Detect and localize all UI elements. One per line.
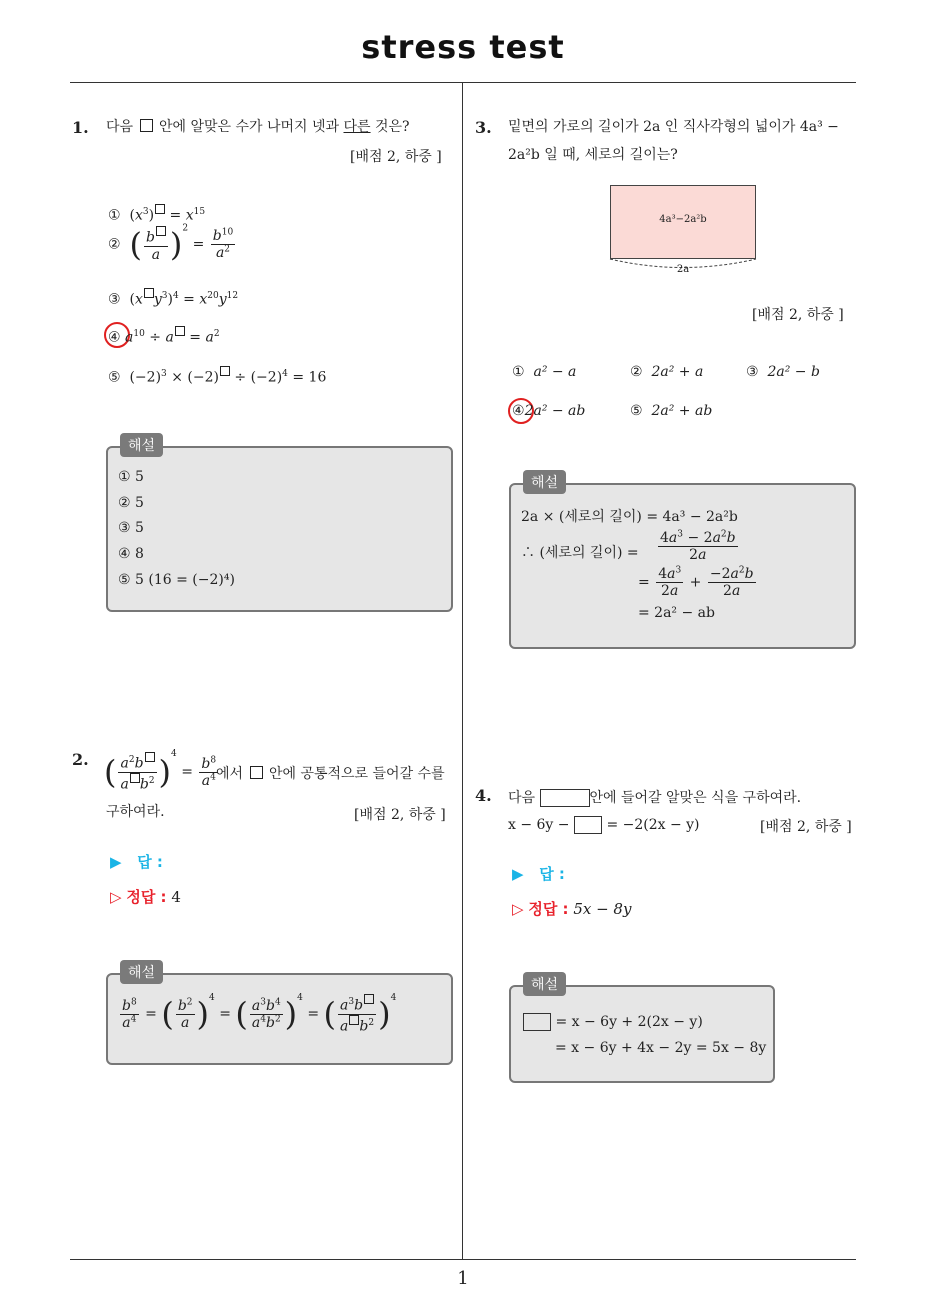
q1-solution-line: ③ 5: [118, 520, 144, 536]
q1-text-part: 것은?: [370, 119, 410, 135]
q2-number: 2.: [72, 750, 89, 769]
q4-answer-value: 5x − 8y: [573, 900, 632, 918]
q4-correct-answer: [512, 898, 631, 919]
choice-expr: a² − a: [533, 364, 577, 380]
q1-text-part: 안에 알맞은 수가 나머지 넷과: [154, 119, 344, 135]
q1-score: [배점 2, 하중 ]: [350, 149, 442, 165]
q3-solution-therefore: ∴ (세로의 길이) =: [521, 545, 639, 561]
q3-choice-1: [512, 364, 576, 380]
blank-square-icon: [250, 766, 263, 779]
q1-number: 1.: [72, 118, 89, 137]
q4-solution-text: = x − 6y + 2(2x − y): [555, 1014, 703, 1030]
choice-mark: ②: [108, 236, 121, 253]
q1-text: [106, 113, 410, 141]
q1-choice-3: ③ (x $y^3)^4 = x^{20}y^{12}$: [108, 288, 238, 308]
q3-choice-3: [746, 364, 820, 380]
q4-score: [배점 2, 하중 ]: [760, 819, 852, 835]
choice-expr: 2a² − b: [767, 364, 820, 380]
q4-solution-box: [509, 985, 775, 1083]
correct-label-text: 정답 :: [126, 888, 167, 906]
q3-choice-2: [630, 364, 703, 380]
q2-text-line2: 구하여라.: [106, 804, 165, 820]
q4-solution-line2: = x − 6y + 4x − 2y = 5x − 8y: [555, 1040, 767, 1056]
q1-text-part: 다음: [106, 119, 138, 135]
answer-blank-box: [540, 789, 590, 807]
q1-underlined-word: 다른: [343, 119, 371, 135]
q1-choice-4: ④ $a^{10} \div a = a^2$: [108, 326, 220, 346]
footer-rule: [70, 1259, 856, 1260]
q4-equation-left: x − 6y −: [508, 817, 570, 833]
q3-solution-last: = 2a² − ab: [638, 605, 715, 621]
q3-text-line1: 밑면의 가로의 길이가 2a 인 직사각형의 넓이가 4a³ −: [508, 119, 839, 135]
q3-text-line2: 2a²b 일 때, 세로의 길이는?: [508, 147, 678, 163]
figure-area-label: 4a³−2a²b: [659, 214, 707, 225]
correct-label-text: 정답 :: [528, 900, 569, 918]
q4-equation-right: = −2(2x − y): [606, 817, 700, 833]
figure-width-label: 2a: [676, 264, 690, 275]
play-arrow-icon: ▶: [512, 865, 524, 883]
header-rule: [70, 82, 856, 83]
q2-text-part: 에서: [216, 766, 248, 782]
play-arrow-icon: ▶: [110, 853, 122, 871]
choice-mark: ②: [630, 364, 643, 380]
choice-mark: ①: [512, 364, 525, 380]
q2-score: [배점 2, 하중 ]: [354, 807, 446, 823]
q1-choice-1: ① $(x^3) = x^{15}$: [108, 204, 205, 224]
answer-label-text: 답 :: [539, 865, 565, 883]
q4-answer-label: [512, 863, 565, 884]
q4-solution-line1: [523, 1013, 703, 1031]
choice-mark: ③: [746, 364, 759, 380]
q2-correct-answer: [110, 886, 181, 907]
q4-text-part: 다음: [508, 790, 536, 806]
q3-solution-line1: 2a × (세로의 길이) = 4a³ − 2a²b: [521, 509, 738, 525]
choice-expr: 2a² + ab: [651, 403, 713, 419]
outline-arrow-icon: ▷: [512, 900, 524, 918]
q2-answer-label: [110, 851, 163, 872]
q4-equation: [508, 816, 700, 834]
q1-solution-line: ① 5: [118, 469, 144, 485]
q3-solution-frac1: $\frac{4a^3 - 2a^2b}{2a}$: [660, 529, 736, 563]
outline-arrow-icon: ▷: [110, 888, 122, 906]
choice-mark: ④: [108, 329, 121, 346]
page-number: 1: [457, 1268, 469, 1289]
page-title: stress test: [361, 28, 565, 66]
q1-solution-line: ② 5: [118, 495, 144, 511]
answer-blank-box: [523, 1013, 551, 1031]
q2-expression: ( $\frac{a^2b}{a b^2}$ )$^4$ = $\frac{b^8}{a^4}$: [104, 749, 217, 793]
q3-number: 3.: [475, 118, 492, 137]
choice-mark: ④: [512, 403, 525, 419]
blank-square-icon: [140, 119, 153, 132]
q2-solution-tag: 해설: [120, 960, 163, 984]
q3-score: [배점 2, 하중 ]: [752, 307, 844, 323]
q1-solution-line: ④ 8: [118, 546, 144, 562]
q1-choice-5: ⑤ $(-2)^3 \times (-2) \div (-2)^4 = 16$: [108, 366, 326, 386]
q3-choice-5: [630, 403, 712, 419]
q2-solution-math: $\frac{b^8}{a^4}$ = ( $\frac{b^2}{a}$ )$^4$ = ( $\frac{a^3b^4}{a^4b^2}$ )$^4$ = ( $\frac{a^3b}{a b^2}$ )$^4$: [122, 993, 397, 1035]
q3-solution-frac2: = $\frac{4a^3}{2a}$ + $\frac{-2a^2b}{2a}$: [638, 565, 754, 599]
q4-number: 4.: [475, 786, 492, 805]
q2-text-part: 안에 공통적으로 들어갈 수를: [264, 766, 445, 782]
answer-label-text: 답 :: [137, 853, 163, 871]
choice-mark: ①: [108, 207, 121, 224]
choice-mark: ③: [108, 291, 121, 308]
choice-expr: 2a² − ab: [524, 403, 586, 419]
choice-mark: ⑤: [630, 403, 643, 419]
q4-solution-tag: 해설: [523, 972, 566, 996]
column-divider: [462, 82, 463, 1260]
choice-mark: ⑤: [108, 369, 121, 386]
q3-solution-tag: 해설: [523, 470, 566, 494]
q4-text-part: 안에 들어갈 알맞은 식을 구하여라.: [589, 790, 802, 806]
q1-solution-tag: 해설: [120, 433, 163, 457]
q1-choice-2: ② ( $\frac{b}{a}$ )$^2$ = $\frac{b^{10}}{a^2}$: [108, 223, 234, 264]
q2-answer-value: 4: [171, 888, 181, 906]
q2-text: [216, 760, 445, 788]
q4-text: [508, 784, 801, 812]
q1-solution-line: ⑤ 5 (16 = (−2)⁴): [118, 572, 235, 588]
choice-expr: 2a² + a: [651, 364, 704, 380]
q3-choice-4: [512, 403, 585, 419]
answer-blank-box: [574, 816, 602, 834]
